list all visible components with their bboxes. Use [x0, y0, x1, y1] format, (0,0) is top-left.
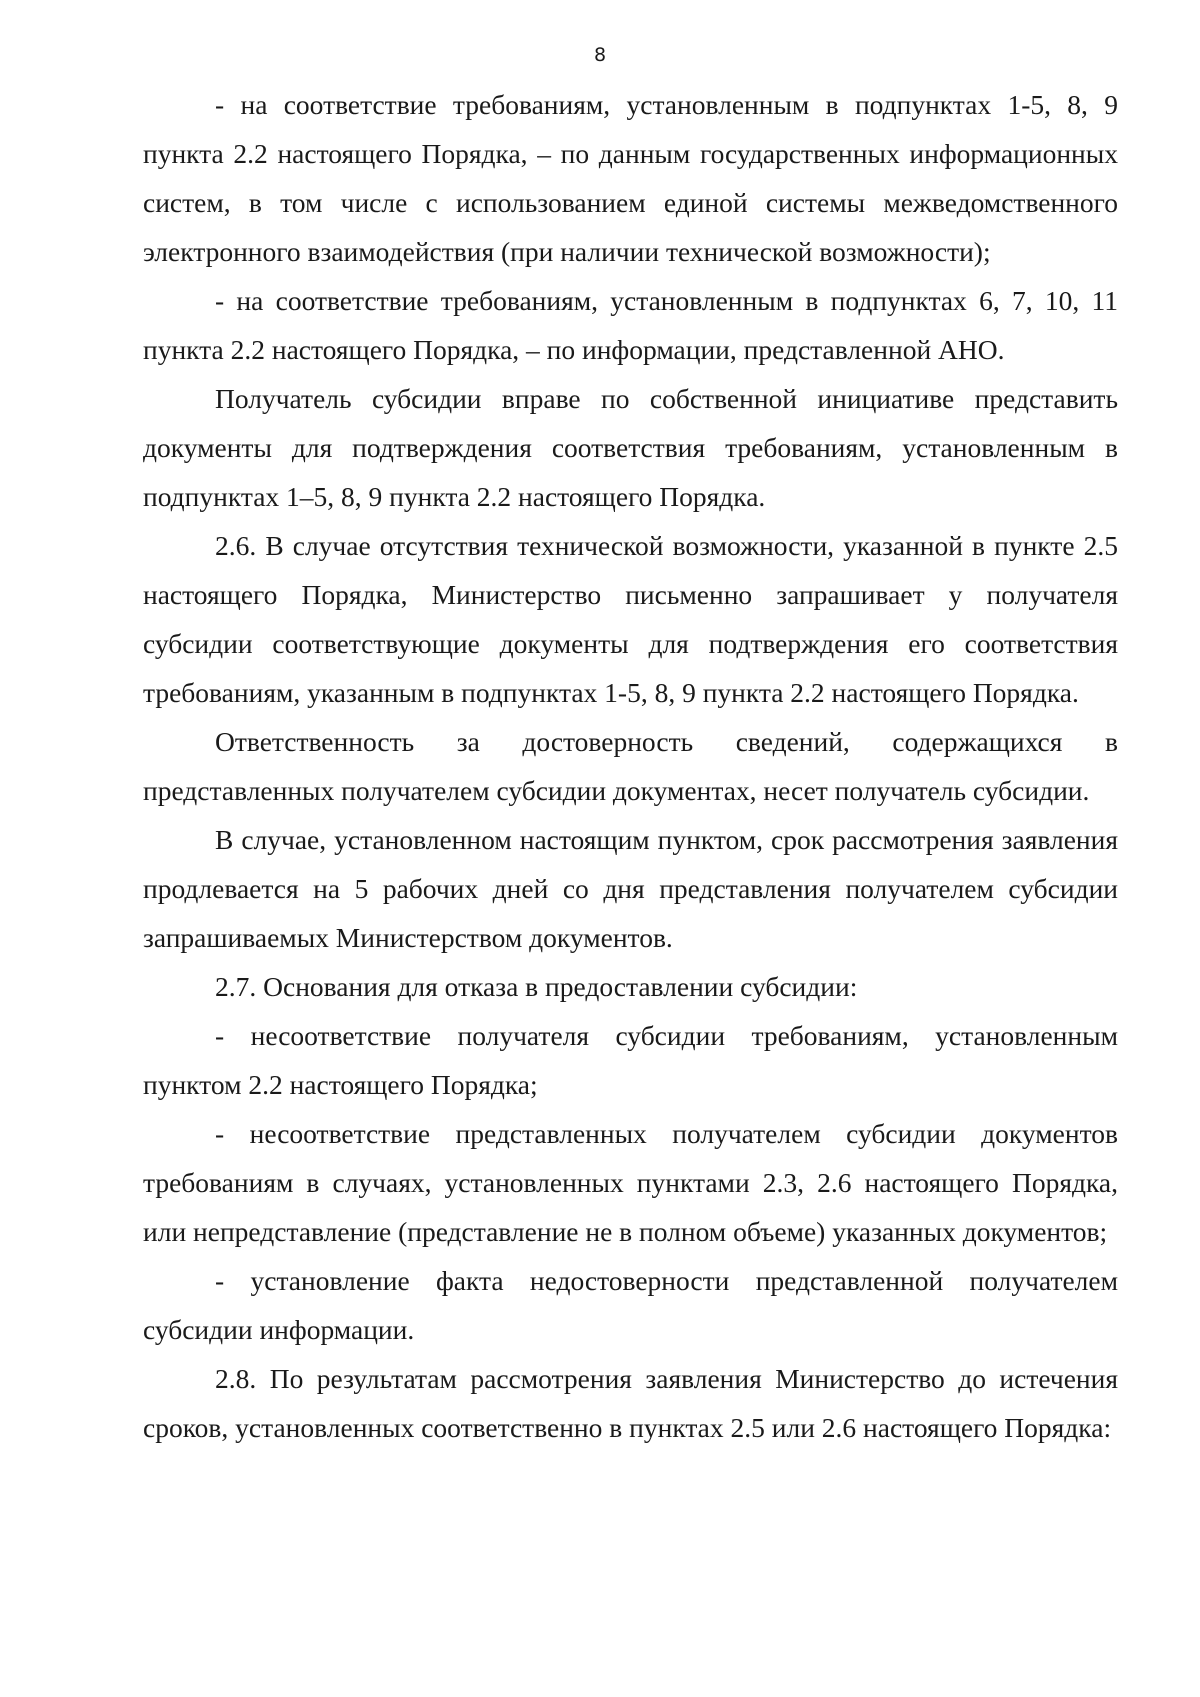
paragraph-check-ano-info: - на соответствие требованиям, установленным в подпунктах 6, 7, 10, 11 пункта 2.2 настоящего Порядка, – по информации, представленной АНО.: [143, 285, 1118, 365]
paragraph-refusal-noncompliance: - несоответствие получателя субсидии требованиям, установленным пунктом 2.2 настоящего Порядка;: [143, 1020, 1118, 1100]
page-number: 8: [593, 44, 607, 66]
paragraph-responsibility: Ответственность за достоверность сведений, содержащихся в представленных получателем субсидии документах, несет получатель субсидии.: [143, 726, 1118, 806]
paragraph-review-extension: В случае, установленном настоящим пунктом, срок рассмотрения заявления продлевается на 5 рабочих дней со дня представления получателем субсидии запрашиваемых Министерством документов.: [143, 824, 1118, 953]
paragraph-refusal-false-info: - установление факта недостоверности представленной получателем субсидии информации.: [143, 1265, 1118, 1345]
paragraph-refusal-documents: - несоответствие представленных получателем субсидии документов требованиям в случаях, установленных пунктами 2.3, 2.6 настоящего Порядка, или непредставление (представление не в полном объеме) указанных документов;: [143, 1118, 1118, 1247]
paragraph-2-6: 2.6. В случае отсутствия технической возможности, указанной в пункте 2.5 настоящего Порядка, Министерство письменно запрашивает у получателя субсидии соответствующие документы для подтверждения его соответствия требованиям, указанным в подпунктах 1-5, 8, 9 пункта 2.2 настоящего Порядка.: [143, 530, 1118, 708]
paragraph-2-8: 2.8. По результатам рассмотрения заявления Министерство до истечения сроков, установленных соответственно в пунктах 2.5 или 2.6 настоящего Порядка:: [143, 1363, 1118, 1443]
paragraph-2-7: 2.7. Основания для отказа в предоставлении субсидии:: [215, 971, 858, 1002]
document-body: [143, 80, 1118, 1452]
paragraph-check-state-systems: - на соответствие требованиям, установленным в подпунктах 1-5, 8, 9 пункта 2.2 настоящего Порядка, – по данным государственных информационных систем, в том числе с использованием единой системы межведомственного электронного взаимодействия (при наличии технической возможности);: [143, 89, 1118, 267]
paragraph-recipient-initiative: Получатель субсидии вправе по собственной инициативе представить документы для подтверждения соответствия требованиям, установленным в подпунктах 1–5, 8, 9 пункта 2.2 настоящего Порядка.: [143, 383, 1118, 512]
